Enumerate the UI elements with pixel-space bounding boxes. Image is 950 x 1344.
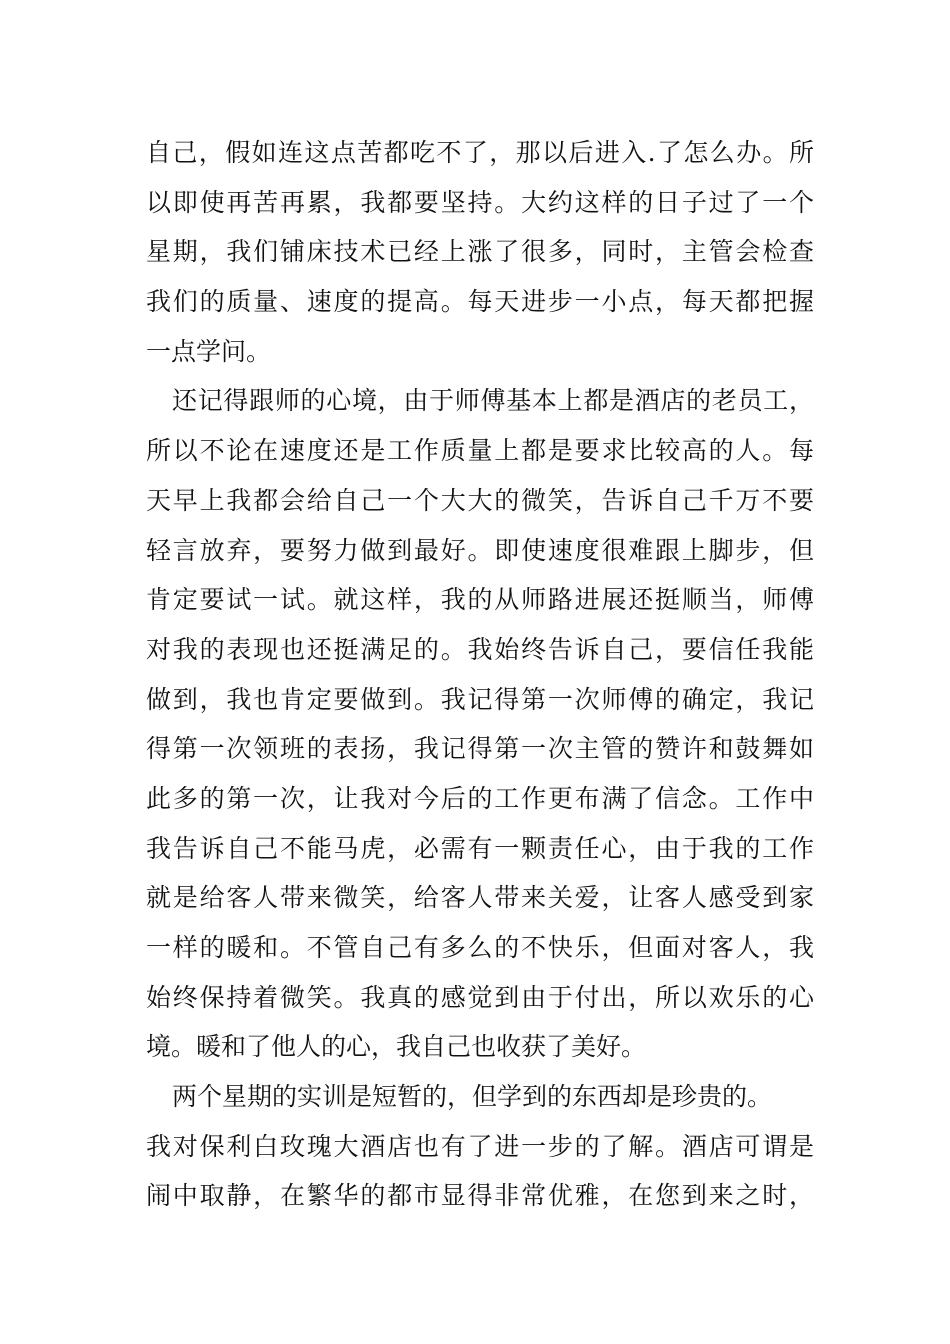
text-line: 轻言放弃，要努力做到最好。即使速度很难跟上脚步，但 [146, 535, 814, 565]
text-line: 做到，我也肯定要做到。我记得第一次师傅的确定，我记 [146, 684, 814, 714]
text-line: 所以不论在速度还是工作质量上都是要求比较高的人。每 [146, 436, 814, 466]
text-line: 肯定要试一试。就这样，我的从师路进展还挺顺当，师傅 [146, 585, 814, 615]
paragraph-first-line: 还记得跟师的心境，由于师傅基本上都是酒店的老员工， [172, 386, 814, 416]
text-line: 我对保利白玫瑰大酒店也有了进一步的了解。酒店可谓是 [146, 1131, 814, 1161]
text-line: 我告诉自己不能马虎，必需有一颗责任心，由于我的工作 [146, 833, 814, 863]
text-line: 一点学问。 [146, 336, 272, 366]
text-line: 星期，我们铺床技术已经上涨了很多，同时，主管会检查 [146, 237, 814, 267]
text-line: 就是给客人带来微笑，给客人带来关爱，让客人感受到家 [146, 883, 814, 913]
text-line: 我们的质量、速度的提高。每天进步一小点，每天都把握 [146, 287, 814, 317]
text-line: 闹中取静，在繁华的都市显得非常优雅，在您到来之时， [146, 1181, 814, 1211]
text-line: 此多的第一次，让我对今后的工作更布满了信念。工作中 [146, 783, 814, 813]
body-text [146, 128, 814, 1221]
text-line: 得第一次领班的表扬，我记得第一次主管的赞许和鼓舞如 [146, 734, 814, 764]
text-line: 天早上我都会给自己一个大大的微笑，告诉自己千万不要 [146, 485, 814, 515]
text-line: 一样的暖和。不管自己有多么的不快乐，但面对客人，我 [146, 933, 814, 962]
text-line: 始终保持着微笑。我真的感觉到由于付出，所以欢乐的心 [146, 982, 814, 1012]
text-line: 对我的表现也还挺满足的。我始终告诉自己，要信任我能 [146, 634, 814, 664]
text-line: 以即使再苦再累，我都要坚持。大约这样的日子过了一个 [146, 187, 814, 217]
paragraph-first-line: 两个星期的实训是短暂的，但学到的东西却是珍贵的。 [172, 1082, 773, 1112]
text-line: 自己，假如连这点苦都吃不了，那以后进入.了怎么办。所 [146, 138, 814, 167]
text-line: 境。暖和了他人的心，我自己也收获了美好。 [146, 1032, 647, 1062]
